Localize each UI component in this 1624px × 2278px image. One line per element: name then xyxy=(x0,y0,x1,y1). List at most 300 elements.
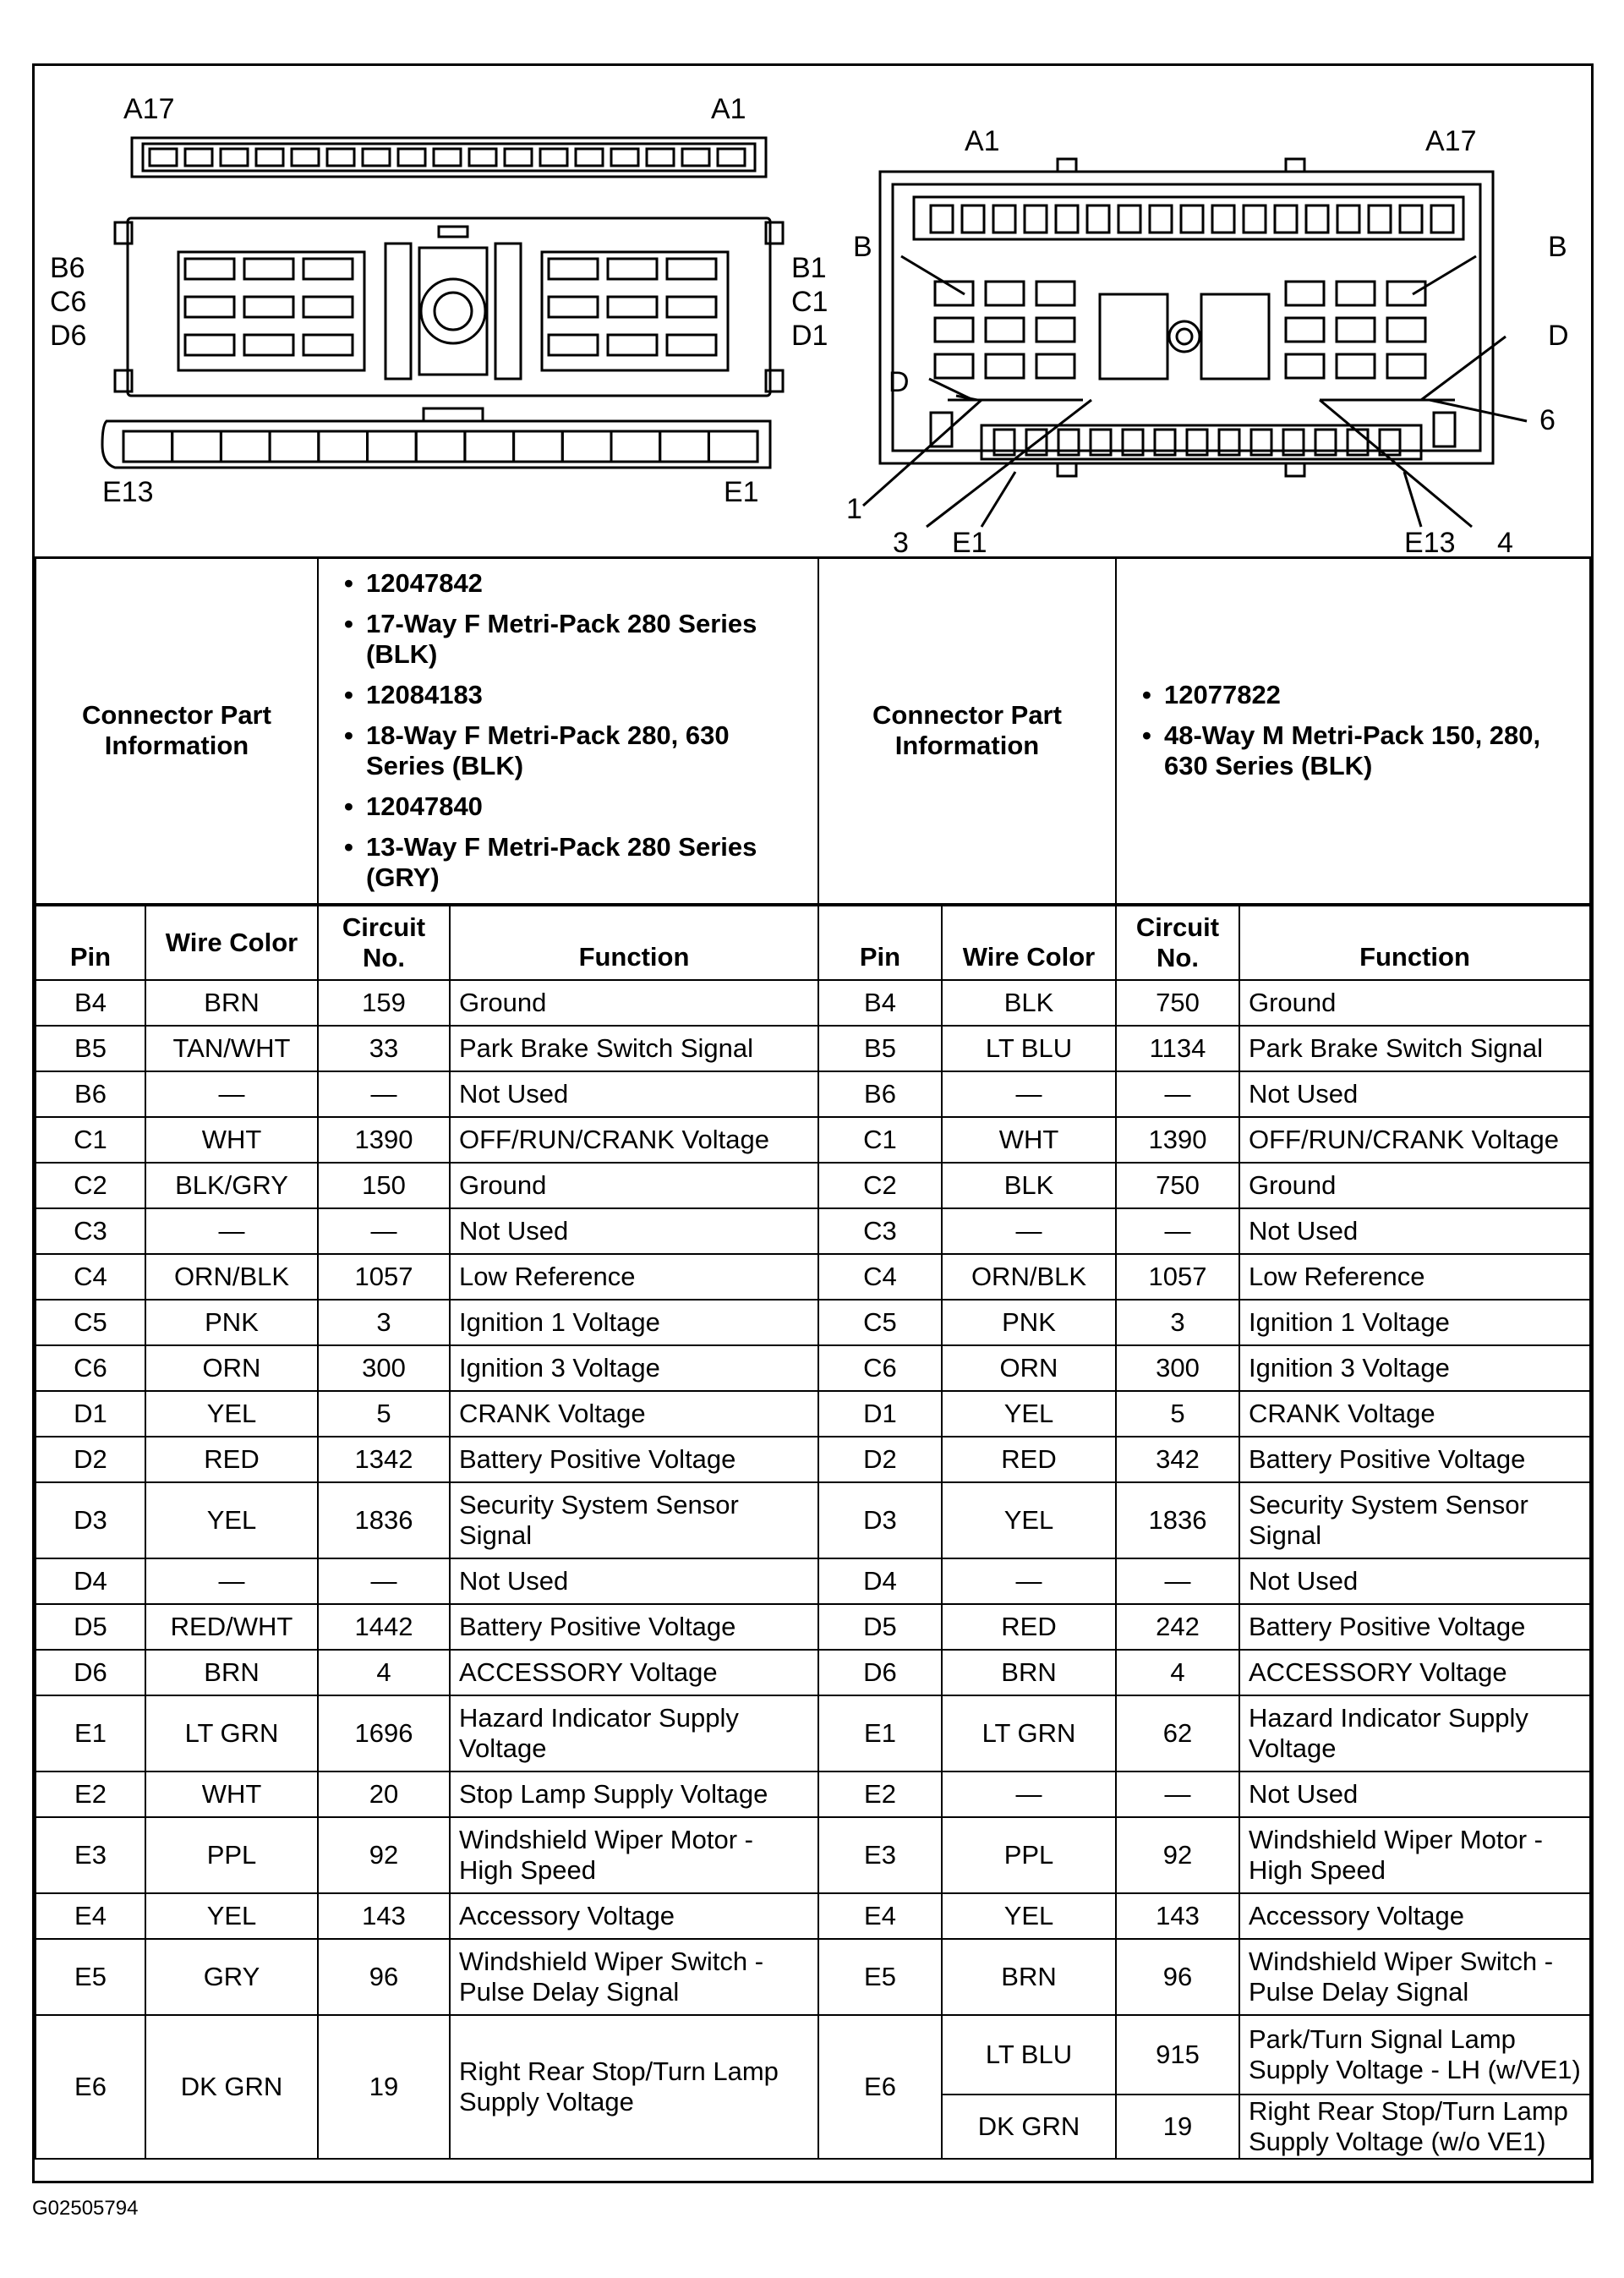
function-cell: Not Used xyxy=(450,1208,818,1254)
function-cell: Battery Positive Voltage xyxy=(450,1437,818,1482)
circuit-no-cell: 1057 xyxy=(318,1254,450,1300)
wire-color-cell: GRY xyxy=(145,1939,318,2015)
cavity xyxy=(185,335,234,355)
wire-color-cell: LT BLU xyxy=(942,1026,1116,1071)
cavity xyxy=(962,205,984,233)
function-cell: Ignition 1 Voltage xyxy=(1239,1300,1590,1345)
circuit-no-cell: 33 xyxy=(318,1026,450,1071)
cavity xyxy=(244,259,293,279)
label-b6: B6 xyxy=(50,252,85,284)
circuit-no-cell: 750 xyxy=(1116,980,1239,1026)
table-row xyxy=(36,1558,1590,1604)
circuit-no-cell: 150 xyxy=(318,1163,450,1208)
connector-info-table xyxy=(35,556,1591,905)
pin-cell: C1 xyxy=(818,1117,942,1163)
circuit-no-cell: 3 xyxy=(1116,1300,1239,1345)
cavity xyxy=(993,205,1015,233)
cavity xyxy=(1025,205,1047,233)
circuit-no-cell: 300 xyxy=(1116,1345,1239,1391)
cavity xyxy=(1181,205,1203,233)
function-cell: Windshield Wiper Switch - Pulse Delay Signal xyxy=(1239,1939,1590,2015)
pin-cell: E4 xyxy=(818,1893,942,1939)
circuit-no-cell: 92 xyxy=(318,1817,450,1893)
pin-cell: D4 xyxy=(818,1558,942,1604)
cavity xyxy=(549,335,598,355)
cavity xyxy=(611,149,638,166)
cavity xyxy=(221,149,248,166)
wire-color-cell: RED xyxy=(145,1437,318,1482)
label-b1: B1 xyxy=(791,252,827,284)
circuit-no-cell: 1057 xyxy=(1116,1254,1239,1300)
function-cell: Park Brake Switch Signal xyxy=(450,1026,818,1071)
col-function-left: Function xyxy=(450,906,818,980)
wire-color-cell: BLK xyxy=(942,980,1116,1026)
table-row xyxy=(36,1071,1590,1117)
circuit-no-cell: 1390 xyxy=(318,1117,450,1163)
cavity xyxy=(368,431,417,462)
pin-cell: D5 xyxy=(36,1604,145,1650)
figure-id: G02505794 xyxy=(32,2197,139,2220)
part-item: • 18-Way F Metri-Pack 280, 630 Series (BLK) xyxy=(344,720,809,781)
circuit-no-cell: 5 xyxy=(318,1391,450,1437)
label-b-left: B xyxy=(853,231,872,263)
circuit-no-cell: 300 xyxy=(318,1345,450,1391)
cavity xyxy=(549,259,598,279)
part-item: • 17-Way F Metri-Pack 280 Series (BLK) xyxy=(344,609,809,670)
circuit-no-cell: — xyxy=(318,1558,450,1604)
pin-cell: B6 xyxy=(818,1071,942,1117)
function-cell: Not Used xyxy=(1239,1208,1590,1254)
circuit-no-cell: — xyxy=(1116,1558,1239,1604)
cavity xyxy=(608,335,657,355)
wire-color-cell: BLK/GRY xyxy=(145,1163,318,1208)
pin-cell: C2 xyxy=(36,1163,145,1208)
wire-color-cell: WHT xyxy=(145,1771,318,1817)
cavity xyxy=(1387,282,1425,305)
cavity xyxy=(667,259,716,279)
function-cell: Security System Sensor Signal xyxy=(1239,1482,1590,1558)
col-circuit-no-left: Circuit No. xyxy=(318,906,450,980)
cavity xyxy=(1150,205,1172,233)
function-cell: Windshield Wiper Motor - High Speed xyxy=(450,1817,818,1893)
wire-color-cell: WHT xyxy=(145,1117,318,1163)
cavity xyxy=(931,205,953,233)
cavity xyxy=(303,297,353,317)
table-row xyxy=(36,1437,1590,1482)
cavity xyxy=(1286,282,1324,305)
wire-color-cell: TAN/WHT xyxy=(145,1026,318,1071)
function-cell: Low Reference xyxy=(450,1254,818,1300)
cavity xyxy=(185,259,234,279)
pinout-table-area xyxy=(35,556,1591,2160)
cavity xyxy=(221,431,270,462)
wire-color-cell: RED xyxy=(942,1604,1116,1650)
connector-parts-right xyxy=(1116,557,1590,904)
connector-part-info-heading-left: Connector Part Information xyxy=(36,557,318,904)
col-pin-left: Pin xyxy=(36,906,145,980)
cavity xyxy=(1118,205,1140,233)
function-cell: Right Rear Stop/Turn Lamp Supply Voltage (w/o VE1) xyxy=(1239,2095,1590,2159)
cavity xyxy=(986,354,1024,378)
wire-color-cell: LT GRN xyxy=(145,1695,318,1771)
circuit-no-cell: 915 xyxy=(1116,2015,1239,2095)
label-c6: C6 xyxy=(50,286,87,318)
part-item: • 13-Way F Metri-Pack 280 Series (GRY) xyxy=(344,832,809,893)
table-row xyxy=(36,1391,1590,1437)
col-wire-color-left: Wire Color xyxy=(145,906,318,980)
pin-cell: C3 xyxy=(36,1208,145,1254)
cavity xyxy=(256,149,283,166)
pin-cell: E1 xyxy=(36,1695,145,1771)
label-a17-left: A17 xyxy=(123,93,175,125)
cavity xyxy=(608,297,657,317)
cavity xyxy=(647,149,674,166)
pin-cell: D6 xyxy=(818,1650,942,1695)
table-row xyxy=(36,1208,1590,1254)
cavity xyxy=(1306,205,1328,233)
wire-color-cell: — xyxy=(942,1208,1116,1254)
wire-color-cell: — xyxy=(145,1558,318,1604)
col-function-right: Function xyxy=(1239,906,1590,980)
function-cell: Not Used xyxy=(450,1071,818,1117)
pin-cell: C3 xyxy=(818,1208,942,1254)
wire-color-cell: PPL xyxy=(942,1817,1116,1893)
cavity xyxy=(935,354,973,378)
function-cell: ACCESSORY Voltage xyxy=(450,1650,818,1695)
label-c1: C1 xyxy=(791,286,828,318)
cavity xyxy=(172,431,221,462)
table-row xyxy=(36,1939,1590,2015)
col-wire-color-right: Wire Color xyxy=(942,906,1116,980)
circuit-no-cell: 1134 xyxy=(1116,1026,1239,1071)
right-connector-drawing xyxy=(863,159,1527,527)
table-row xyxy=(36,1300,1590,1345)
cavity xyxy=(1244,205,1266,233)
cavity xyxy=(540,149,567,166)
wire-color-cell: DK GRN xyxy=(942,2095,1116,2159)
connector-part-info-heading-right: Connector Part Information xyxy=(818,557,1116,904)
pin-cell: E2 xyxy=(818,1771,942,1817)
callout-1: 1 xyxy=(846,493,862,525)
cavity xyxy=(327,149,354,166)
part-item: • 12077822 xyxy=(1142,680,1581,710)
function-cell: Ignition 3 Voltage xyxy=(450,1345,818,1391)
wire-color-cell: RED/WHT xyxy=(145,1604,318,1650)
table-row xyxy=(36,1695,1590,1771)
pin-cell: C4 xyxy=(818,1254,942,1300)
pin-cell: D4 xyxy=(36,1558,145,1604)
pin-cell: E6 xyxy=(36,2015,145,2159)
table-row xyxy=(36,1893,1590,1939)
function-cell: Ignition 1 Voltage xyxy=(450,1300,818,1345)
cavity xyxy=(1286,318,1324,342)
pin-cell: C5 xyxy=(36,1300,145,1345)
circuit-no-cell: 96 xyxy=(1116,1939,1239,2015)
pin-cell: C4 xyxy=(36,1254,145,1300)
label-e13-right: E13 xyxy=(1404,527,1456,556)
cavity xyxy=(363,149,390,166)
circuit-no-cell: 92 xyxy=(1116,1817,1239,1893)
cavity xyxy=(514,431,563,462)
label-d-left: D xyxy=(889,366,910,398)
pin-cell: E3 xyxy=(36,1817,145,1893)
connector-diagram xyxy=(35,66,1591,559)
table-row xyxy=(36,1817,1590,1893)
label-a17-right: A17 xyxy=(1425,125,1477,157)
part-item: • 48-Way M Metri-Pack 150, 280, 630 Series (BLK) xyxy=(1142,720,1581,781)
pin-cell: E6 xyxy=(818,2015,942,2159)
circuit-no-cell: — xyxy=(318,1071,450,1117)
part-item: • 12047840 xyxy=(344,791,809,822)
pin-cell: E5 xyxy=(36,1939,145,2015)
table-row xyxy=(36,980,1590,1026)
pin-cell: D5 xyxy=(818,1604,942,1650)
function-cell: Accessory Voltage xyxy=(450,1893,818,1939)
cavity xyxy=(185,297,234,317)
pinout-header-row xyxy=(36,906,1590,980)
function-cell: Battery Positive Voltage xyxy=(450,1604,818,1650)
pinout-table xyxy=(35,905,1591,2160)
function-cell: Not Used xyxy=(1239,1071,1590,1117)
function-cell: Battery Positive Voltage xyxy=(1239,1437,1590,1482)
function-cell: Hazard Indicator Supply Voltage xyxy=(450,1695,818,1771)
label-d-right: D xyxy=(1548,320,1569,352)
circuit-no-cell: 1696 xyxy=(318,1695,450,1771)
pin-cell: C1 xyxy=(36,1117,145,1163)
cavity xyxy=(549,297,598,317)
cavity xyxy=(986,318,1024,342)
wire-color-cell: PNK xyxy=(145,1300,318,1345)
function-cell: CRANK Voltage xyxy=(1239,1391,1590,1437)
cavity xyxy=(303,335,353,355)
cavity xyxy=(292,149,319,166)
col-circuit-no-right: Circuit No. xyxy=(1116,906,1239,980)
function-cell: Low Reference xyxy=(1239,1254,1590,1300)
cavity xyxy=(682,149,709,166)
function-cell: Park Brake Switch Signal xyxy=(1239,1026,1590,1071)
left-parts-list xyxy=(327,568,809,893)
cavity xyxy=(986,282,1024,305)
cavity xyxy=(667,335,716,355)
table-row xyxy=(36,1650,1590,1695)
function-cell: OFF/RUN/CRANK Voltage xyxy=(450,1117,818,1163)
cavity xyxy=(123,431,172,462)
table-row xyxy=(36,1771,1590,1817)
wire-color-cell: BRN xyxy=(145,980,318,1026)
col-pin-right: Pin xyxy=(818,906,942,980)
table-row xyxy=(36,1254,1590,1300)
function-cell: Not Used xyxy=(450,1558,818,1604)
cavity xyxy=(469,149,496,166)
label-e1-left: E1 xyxy=(724,476,759,508)
function-cell: Accessory Voltage xyxy=(1239,1893,1590,1939)
wire-color-cell: ORN/BLK xyxy=(942,1254,1116,1300)
wire-color-cell: BRN xyxy=(942,1939,1116,2015)
function-cell: Ground xyxy=(1239,980,1590,1026)
function-cell: Windshield Wiper Switch - Pulse Delay Signal xyxy=(450,1939,818,2015)
callout-3: 3 xyxy=(893,527,909,556)
cavity xyxy=(416,431,465,462)
cavity xyxy=(270,431,319,462)
cavity xyxy=(608,259,657,279)
circuit-no-cell: 1836 xyxy=(1116,1482,1239,1558)
circuit-no-cell: 342 xyxy=(1116,1437,1239,1482)
cavity xyxy=(505,149,532,166)
pin-cell: D3 xyxy=(818,1482,942,1558)
cavity xyxy=(1431,205,1453,233)
pin-cell: E1 xyxy=(818,1695,942,1771)
cavity xyxy=(303,259,353,279)
pin-cell: D2 xyxy=(36,1437,145,1482)
wire-color-cell: YEL xyxy=(942,1391,1116,1437)
wire-color-cell: ORN/BLK xyxy=(145,1254,318,1300)
pin-cell: D1 xyxy=(818,1391,942,1437)
circuit-no-cell: — xyxy=(1116,1208,1239,1254)
function-cell: ACCESSORY Voltage xyxy=(1239,1650,1590,1695)
label-e13-left: E13 xyxy=(102,476,154,508)
table-row xyxy=(36,1604,1590,1650)
cavity xyxy=(667,297,716,317)
cavity xyxy=(1400,205,1422,233)
function-cell: Ground xyxy=(1239,1163,1590,1208)
pin-cell: C6 xyxy=(36,1345,145,1391)
wire-color-cell: BLK xyxy=(942,1163,1116,1208)
function-cell: OFF/RUN/CRANK Voltage xyxy=(1239,1117,1590,1163)
table-row xyxy=(36,1163,1590,1208)
cavity xyxy=(1275,205,1297,233)
circuit-no-cell: 143 xyxy=(1116,1893,1239,1939)
circuit-no-cell: 4 xyxy=(1116,1650,1239,1695)
pin-cell: D3 xyxy=(36,1482,145,1558)
wire-color-cell: — xyxy=(942,1558,1116,1604)
pin-cell: E3 xyxy=(818,1817,942,1893)
function-cell: Stop Lamp Supply Voltage xyxy=(450,1771,818,1817)
pin-cell: B5 xyxy=(36,1026,145,1071)
table-row xyxy=(36,1345,1590,1391)
cavity xyxy=(1337,282,1375,305)
circuit-no-cell: — xyxy=(1116,1771,1239,1817)
wire-color-cell: LT BLU xyxy=(942,2015,1116,2095)
function-cell: Hazard Indicator Supply Voltage xyxy=(1239,1695,1590,1771)
cavity xyxy=(718,149,745,166)
cavity xyxy=(1056,205,1078,233)
pin-cell: C2 xyxy=(818,1163,942,1208)
label-a1-right: A1 xyxy=(965,125,1000,157)
cavity xyxy=(1087,205,1109,233)
cavity xyxy=(935,282,973,305)
wire-color-cell: BRN xyxy=(145,1650,318,1695)
circuit-no-cell: 1390 xyxy=(1116,1117,1239,1163)
circuit-no-cell: 1342 xyxy=(318,1437,450,1482)
function-cell: Security System Sensor Signal xyxy=(450,1482,818,1558)
cavity xyxy=(1286,354,1324,378)
pin-cell: E5 xyxy=(818,1939,942,2015)
circuit-no-cell: — xyxy=(318,1208,450,1254)
circuit-no-cell: 19 xyxy=(318,2015,450,2159)
wire-color-cell: RED xyxy=(942,1437,1116,1482)
right-parts-list xyxy=(1125,680,1581,781)
table-row xyxy=(36,2015,1590,2095)
cavity xyxy=(1387,354,1425,378)
cavity xyxy=(562,431,611,462)
function-cell: Ground xyxy=(450,980,818,1026)
connector-parts-left xyxy=(318,557,818,904)
left-connector-drawing xyxy=(102,138,783,468)
cavity xyxy=(1337,318,1375,342)
pin-cell: D6 xyxy=(36,1650,145,1695)
wire-color-cell: — xyxy=(942,1071,1116,1117)
cavity xyxy=(150,149,177,166)
label-b-right: B xyxy=(1548,231,1567,263)
wire-color-cell: — xyxy=(145,1208,318,1254)
cavity xyxy=(1337,205,1359,233)
callout-4: 4 xyxy=(1497,527,1513,556)
label-e1-right: E1 xyxy=(952,527,987,556)
cavity xyxy=(1036,282,1074,305)
wire-color-cell: — xyxy=(145,1071,318,1117)
wire-color-cell: PPL xyxy=(145,1817,318,1893)
wire-color-cell: BRN xyxy=(942,1650,1116,1695)
wire-color-cell: ORN xyxy=(942,1345,1116,1391)
cavity xyxy=(611,431,660,462)
label-d6: D6 xyxy=(50,320,87,352)
pin-cell: B4 xyxy=(36,980,145,1026)
cavity xyxy=(708,431,757,462)
pin-cell: E4 xyxy=(36,1893,145,1939)
cavity xyxy=(398,149,425,166)
wire-color-cell: YEL xyxy=(145,1482,318,1558)
circuit-no-cell: 5 xyxy=(1116,1391,1239,1437)
wire-color-cell: PNK xyxy=(942,1300,1116,1345)
circuit-no-cell: 750 xyxy=(1116,1163,1239,1208)
circuit-no-cell: 19 xyxy=(1116,2095,1239,2159)
function-cell: Ignition 3 Voltage xyxy=(1239,1345,1590,1391)
function-cell: Not Used xyxy=(1239,1558,1590,1604)
wire-color-cell: ORN xyxy=(145,1345,318,1391)
callout-6: 6 xyxy=(1539,404,1556,436)
cavity xyxy=(1337,354,1375,378)
cavity xyxy=(576,149,603,166)
cavity xyxy=(244,297,293,317)
cavity xyxy=(319,431,368,462)
wire-color-cell: LT GRN xyxy=(942,1695,1116,1771)
cavity xyxy=(1036,354,1074,378)
wire-color-cell: WHT xyxy=(942,1117,1116,1163)
label-d1: D1 xyxy=(791,320,828,352)
pin-cell: C6 xyxy=(818,1345,942,1391)
circuit-no-cell: 242 xyxy=(1116,1604,1239,1650)
circuit-no-cell: 96 xyxy=(318,1939,450,2015)
table-row xyxy=(36,1026,1590,1071)
connector-drawings xyxy=(35,66,1591,556)
document-frame xyxy=(32,63,1594,2183)
cavity xyxy=(1369,205,1391,233)
circuit-no-cell: 159 xyxy=(318,980,450,1026)
function-cell: Not Used xyxy=(1239,1771,1590,1817)
cavity xyxy=(935,318,973,342)
pin-cell: B6 xyxy=(36,1071,145,1117)
cavity xyxy=(465,431,514,462)
table-row xyxy=(36,1482,1590,1558)
wire-color-cell: — xyxy=(942,1771,1116,1817)
circuit-no-cell: — xyxy=(1116,1071,1239,1117)
label-a1-left: A1 xyxy=(711,93,746,125)
table-row xyxy=(36,1117,1590,1163)
circuit-no-cell: 3 xyxy=(318,1300,450,1345)
wire-color-cell: YEL xyxy=(942,1893,1116,1939)
wire-color-cell: DK GRN xyxy=(145,2015,318,2159)
function-cell: Battery Positive Voltage xyxy=(1239,1604,1590,1650)
